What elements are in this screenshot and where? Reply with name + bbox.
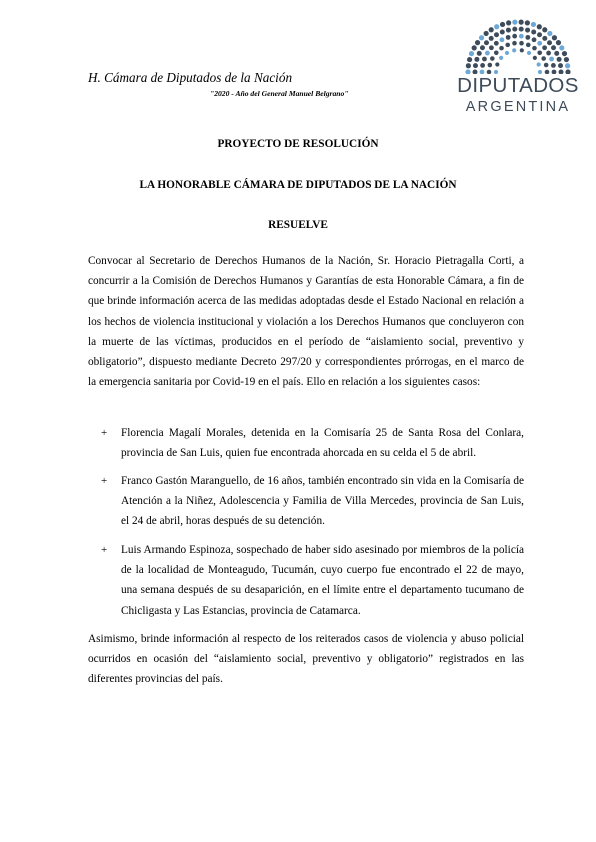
seat-dot xyxy=(557,57,562,62)
seat-dot xyxy=(551,63,556,68)
seat-dot xyxy=(532,46,537,51)
seat-dot xyxy=(519,34,524,39)
seat-dot xyxy=(533,56,537,60)
bullet-marker: + xyxy=(101,544,108,556)
seat-dot xyxy=(542,27,547,32)
seat-dot xyxy=(512,41,517,46)
seat-dot xyxy=(531,29,536,34)
seat-dot xyxy=(556,40,561,45)
seat-dot xyxy=(526,43,531,48)
seat-dot xyxy=(484,31,489,36)
seat-dot xyxy=(482,57,487,62)
closing-paragraph: Asimismo, brinde información al respecto de los reiterados casos de violencia y abuso policial ocurridos en ocasión del “aislamiento social, preventivo y obligatorio” registrados en las diferentes provincias del país. xyxy=(88,633,524,686)
document-type-heading: PROYECTO DE RESOLUCIÓN xyxy=(217,138,379,150)
seat-dot xyxy=(544,63,549,68)
seat-dot xyxy=(542,45,547,50)
seat-dot xyxy=(467,57,472,62)
seat-dot xyxy=(500,37,505,42)
seat-dot xyxy=(552,35,557,40)
seat-dot xyxy=(484,40,489,45)
seat-dot xyxy=(558,63,563,68)
seat-dot xyxy=(525,35,530,40)
hemicycle-icon xyxy=(460,18,576,74)
seat-dot xyxy=(549,57,554,62)
seat-dot xyxy=(546,51,551,56)
case-item: Franco Gastón Maranguello, de 16 años, también encontrado sin vida en la Comisaría de Atención a la Niñez, Adolescencia y Familia de Villa Mercedes, provincia de San Luis, el 24 de abril, horas después de su detención. xyxy=(121,475,524,528)
seat-dot xyxy=(500,22,505,27)
seat-dot xyxy=(490,56,495,61)
seat-dot xyxy=(505,43,510,48)
logo-word: DIPUTADOS xyxy=(457,74,579,97)
seat-dot xyxy=(532,37,537,42)
seat-dot xyxy=(477,51,482,56)
seat-dot xyxy=(494,24,499,29)
seat-dot xyxy=(485,51,490,56)
seat-dot xyxy=(472,45,477,50)
seat-dot xyxy=(564,57,569,62)
case-item: Luis Armando Espinoza, sospechado de haber sido asesinado por miembros de la policía de la localidad de Monteagudo, Tucumán, cuyo cuerpo fue encontrado el 22 de mayo, una semana después de su desaparición, en el límite entre el departamento tucumano de Chicligasta y Las Estancias, provincia de Catamarca. xyxy=(121,544,524,617)
seat-dot xyxy=(512,27,517,32)
seat-dot xyxy=(500,29,505,34)
seat-dot xyxy=(527,51,531,55)
seat-dot xyxy=(499,56,503,60)
seat-dot xyxy=(479,35,484,40)
seat-dot xyxy=(537,62,541,66)
seat-dot xyxy=(506,35,511,40)
seat-dot xyxy=(475,40,480,45)
resolve-heading: RESUELVE xyxy=(268,219,328,231)
seat-dot xyxy=(531,22,536,27)
seat-dot xyxy=(495,62,499,66)
seat-dot xyxy=(489,27,494,32)
seat-dot xyxy=(537,24,542,29)
seat-dot xyxy=(537,50,542,55)
case-item: Florencia Magalí Morales, detenida en la Comisaría 25 de Santa Rosa del Conlara, provincia de San Luis, quien fue encontrada ahorcada en su celda el 5 de abril. xyxy=(121,427,524,460)
seat-dot xyxy=(525,20,530,25)
seat-dot xyxy=(565,63,570,68)
seat-dot xyxy=(488,63,493,68)
seat-dot xyxy=(525,28,530,33)
seat-dot xyxy=(541,56,546,61)
intro-paragraph: Convocar al Secretario de Derechos Humanos de la Nación, Sr. Horacio Pietragalla Corti, a concurrir a la Comisión de Derechos Humanos y Garantías de esta Honorable Cámara, a fin de que brinde información acerca de las medidas adoptadas desde el Estado Nacional en relación a los hechos de violencia institucional y violación a los Derechos Humanos que concluyeron con la muerte de las víctimas, producidos en el período de “aislamiento social, preventivo y obligatorio”, dispuesto mediante Decreto 297/20 y correspondientes prórrogas, en el marco de la emergencia sanitaria por Covid-19 en el país. Ello en relación a los siguientes casos: xyxy=(88,255,524,389)
seat-dot xyxy=(512,48,516,52)
seat-dot xyxy=(474,57,479,62)
seat-dot xyxy=(547,40,552,45)
seat-dot xyxy=(494,41,499,46)
authority-heading: LA HONORABLE CÁMARA DE DIPUTADOS DE LA NACIÓN xyxy=(139,179,457,191)
seat-dot xyxy=(512,34,517,39)
seat-dot xyxy=(489,36,494,41)
seat-dot xyxy=(506,28,511,33)
seat-dot xyxy=(547,31,552,36)
seat-dot xyxy=(499,46,504,51)
year-motto: "2020 - Año del General Manuel Belgrano" xyxy=(210,89,349,98)
seat-dot xyxy=(480,45,485,50)
seat-dot xyxy=(466,63,471,68)
seat-dot xyxy=(562,51,567,56)
seat-dot xyxy=(489,45,494,50)
bullet-marker: + xyxy=(101,475,108,487)
seat-dot xyxy=(519,41,524,46)
seat-dot xyxy=(480,63,485,68)
seat-dot xyxy=(537,41,542,46)
seat-dot xyxy=(494,32,499,37)
logo-country: ARGENTINA xyxy=(465,99,571,115)
bullet-marker: + xyxy=(101,427,108,439)
seat-dot xyxy=(554,51,559,56)
seat-dot xyxy=(505,51,509,55)
seat-dot xyxy=(469,51,474,56)
chamber-name: H. Cámara de Diputados de la Nación xyxy=(88,70,293,85)
seat-dot xyxy=(519,20,524,25)
seat-dot xyxy=(551,45,556,50)
seat-dot xyxy=(473,63,478,68)
seat-dot xyxy=(559,45,564,50)
seat-dot xyxy=(506,20,511,25)
seat-dot xyxy=(519,27,524,32)
seat-dot xyxy=(537,32,542,37)
diputados-logo xyxy=(448,18,588,118)
seat-dot xyxy=(494,50,499,55)
seat-dot xyxy=(542,36,547,41)
seat-dot xyxy=(520,48,524,52)
seat-dot xyxy=(512,20,517,25)
